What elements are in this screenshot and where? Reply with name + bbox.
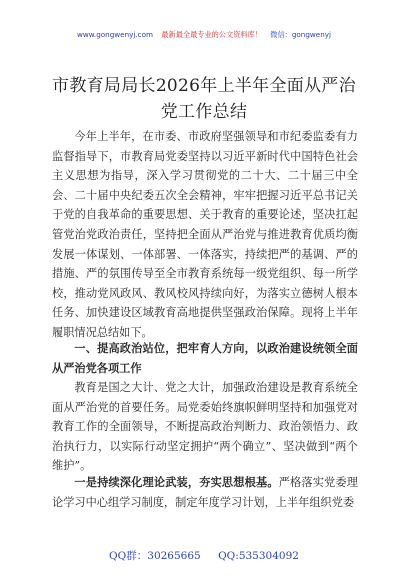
footer-qq-group: QQ群：30265665 (109, 550, 201, 562)
intro-paragraph (52, 127, 358, 343)
section-1-paragraph-text: 教育是国之大计、党之大计，加强政治建设是教育系统全面从严治党的首要任务。局党委始终旗帜鲜明坚持和加强党对教育工作的全面领导，不断提高政治判断力、政治领悟力、政治执行力，以实际行动坚定拥护“两个确立”、坚决做到“两个维护”。 (52, 381, 358, 473)
section-1-paragraph (52, 378, 358, 476)
header-bar (0, 30, 408, 40)
header-site-link[interactable]: www.gongwenyj.com (76, 30, 154, 39)
document-title: 市教育局局长2026年上半年全面从严治党工作总结 (52, 76, 356, 122)
header-slogan: 最新最全最专业的公文资料库！ (161, 30, 262, 39)
footer-contacts (0, 549, 408, 563)
footer-qq-number: QQ:535304092 (218, 550, 299, 562)
intro-text: 今年上半年，在市委、市政府坚强领导和市纪委监委有力监督指导下，市教育局党委坚持以习近平新时代中国特色社会主义思想为指导，深入学习贯彻党的二十大、二十届三中全会、二十届中央纪委五次全会精神，牢牢把握习近平总书记关于党的自我革命的重要思想、关于教育的重要论述，坚决扛起管党治党政治责任，坚持把全面从严治党与推进教育优质均衡发展一体谋划、一体部署、一体落实，持续把严的基调、严的措施、严的氛围传导至全市教育系统每一级党组织、每一所学校，推动党风政风、教风校风持续向好，为落实立德树人根本任务、加快建设区域教育高地提供坚强政治保障。现将上半年履职情况总结如下。 (52, 130, 358, 339)
subpoint-rest: 严格落实党委理论学习中心组学习制度，制定年度学习计划，上半年组织党委 (52, 476, 358, 509)
section-heading-1-text: 一、提高政治站位，把牢育人方向，以政治建设统领全面从严治党各项工作 (52, 342, 358, 375)
section-1-subpoint-1 (52, 473, 358, 512)
subpoint-lead: 一是持续深化理论武装，夯实思想根基。 (74, 476, 279, 489)
header-wechat: 微信：gongwenyj (270, 30, 332, 39)
section-heading-1 (52, 339, 358, 378)
section-1-subpoint-1-text (52, 473, 358, 512)
